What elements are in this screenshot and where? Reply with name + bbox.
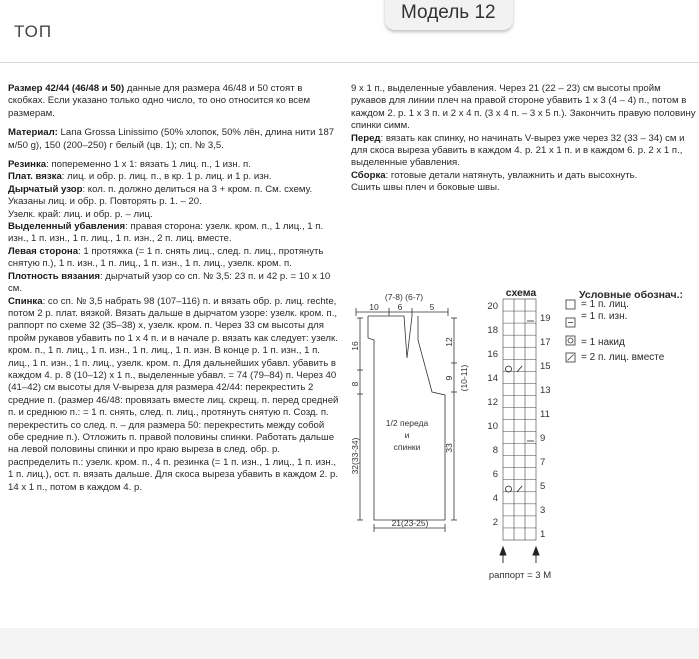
edge-paragraph: Узелк. край: лиц. и обр. р. – лиц.	[8, 208, 153, 220]
model-label: Модель 12	[401, 2, 496, 23]
chart-row-label: 14	[487, 373, 498, 384]
schematic-top-left: 10	[369, 302, 379, 312]
decrease-paragraph: Выделенный убавления: правая сторона: узелк. кром. п., 1 лиц., 1 п. изн., 1 п. изн., 1 п. лиц., 1 п. изн., 2 п. лиц. вместе.	[8, 221, 324, 245]
legend-yarnover-symbol	[566, 336, 575, 345]
seams-paragraph: Сшить швы плеч и боковые швы.	[351, 182, 500, 194]
schematic-dim-12: 12	[444, 337, 454, 347]
assembly-paragraph: Сборка: готовые детали натянуть, увлажнить и дать высохнуть.	[351, 169, 638, 181]
size-paragraph: Размер 42/44 (46/48 и 50) данные для размера 46/48 и 50 стоят в скобках. Если указано только одно число, то оно относится ко всем размерам.	[8, 83, 311, 119]
schematic-dim-32: 32(33-34)	[350, 437, 360, 475]
chart-row-label: 12	[487, 397, 498, 408]
chart-row-label: 3	[540, 505, 546, 516]
legend-yarnover-text: = 1 накид	[581, 337, 625, 348]
model-tab	[385, 0, 513, 30]
schematic-center-line2: и	[404, 430, 410, 440]
schematic-top-right: 5	[429, 302, 435, 312]
chart-row-label: 20	[487, 301, 498, 312]
chart-row-label: 1	[540, 529, 546, 540]
chart-row-label: 5	[540, 481, 546, 492]
chart-row-label: 6	[492, 469, 498, 480]
chart-row-label: 2	[492, 517, 498, 528]
schematic-top-mid: 6	[397, 302, 403, 312]
gauge-paragraph: Плотность вязания: дырчатый узор со сп. № 3,5: 23 п. и 42 р. = 10 x 10 см.	[8, 270, 331, 295]
legend-purl-text: = 1 п. изн.	[581, 311, 628, 322]
schematic-center-line1: 1/2 переда	[385, 418, 429, 428]
header-divider	[0, 62, 699, 63]
chart-row-label: 8	[492, 445, 498, 456]
material-paragraph: Материал: Lana Grossa Linissimo (50% хлопок, 50% лён, длина нити 187 м/50 g), 150 (200–250) г белый (цв. 1); сп. № 3,5.	[8, 127, 335, 151]
schematic-dim-8: 8	[350, 381, 360, 387]
schematic-dim-9: 9	[444, 375, 454, 381]
chart-row-label: 19	[540, 313, 551, 324]
legend-knit-text: = 1 п. лиц.	[581, 299, 629, 310]
back-paragraph: Спинка: со сп. № 3,5 набрать 98 (107–116) п. и вязать обр. р. лиц. rechte, потом 2 р. плат. вязкой. Вязать дальше в дырчатом узоре: узелк. кром. п., раппорт по схеме 32 (35–38) х, узелк. кром. п. Через 33 см высоты для пройм рукавов убавить по 1 х 4 п. и в начале р. вязать как следует: узелк. кром. п., 1 п. лиц., 1 п. изн., 1 п. лиц., 1 п. изн. В конце р. 1 п. изн., 1 п. лиц., 1 п. изн., 1 п. лиц., узелк. кром. п. Для дальнейших убавл. убавить в каждом 4. р. 8 (10–12) х 1 п., выделенные убавл. = 74 (79–84) п. Через 40 (41–42) см высоты для V-выреза для размера 42/44: перекрестить 2 средние п. (размер 46/48: провязать вместе лиц. скрещ. п. перед средней п. и среднюю п.: = 1 п. снять, след. п. лиц., протянуть снятую п. Созд. п. перекрестить со след. п. – для размера 50: перекрестить между собой обе средние п.). Отложить п. правой половины спинки. Работать дальше на левой половины спинки и про краю выреза в след. обр. р. распределить п.: узелк. кром. п., 4 п. резинка (= 1 п. изн., 1 лиц., 1 п. изн., 1 п. лиц.), ост. п. вязать дальше. Для скоса выреза убавить в каждом 2. р. 14 х 1 п., потом в каждом 4. р.	[8, 295, 339, 493]
legend-k2tog-text: = 2 п. лиц. вместе	[581, 352, 665, 363]
right-text-column	[351, 83, 696, 195]
knitting-chart	[480, 285, 560, 585]
left-text-column	[8, 83, 340, 494]
schematic-dim-9-sub: (10-11)	[459, 364, 469, 392]
pattern-schematic	[348, 288, 473, 538]
left-side-paragraph: Левая сторона: 1 протяжка (= 1 п. снять лиц., след. п. лиц., протянуть снятую п.), 1 п. изн., 1 п. лиц., 1 п. изн., 1 п. лиц., узелк. кром. п.	[8, 245, 324, 270]
rib-paragraph: Резинка: попеременно 1 х 1: вязать 1 лиц. п., 1 изн. п.	[8, 159, 251, 171]
schematic-dim-16: 16	[350, 341, 360, 351]
chart-row-label: 4	[492, 493, 498, 504]
footer-band	[0, 628, 699, 659]
chart-row-label: 13	[540, 385, 551, 396]
chart-row-label: 10	[487, 421, 498, 432]
schematic-dim-bottom: 21(23-25)	[391, 518, 429, 528]
chart-left-row-labels	[487, 301, 498, 528]
chart-row-label: 16	[487, 349, 498, 360]
chart-row-label: 11	[540, 409, 550, 420]
front-paragraph: Перед: вязать как спинку, но начинать V-вырез уже через 32 (33 – 34) см и для скоса выреза убавить в каждом 4. р. 21 х 1 п. и в каждом 6. р. 2 х 1 п., выделенные убавления.	[351, 132, 685, 169]
chart-repeat-label: раппорт = 3 М	[488, 570, 552, 581]
flat-paragraph: Плат. вязка: лиц. и обр. р. лиц. п., в кр. 1 р. лиц. и 1 р. изн.	[8, 171, 272, 183]
legend-title: Условные обознач.:	[579, 289, 684, 301]
schematic-center-line3: спинки	[393, 442, 421, 452]
chart-row-label: 9	[540, 433, 546, 444]
schematic-top-label: (7-8) (6-7)	[384, 292, 424, 302]
chart-right-row-labels	[540, 313, 551, 540]
page-title: ТОП	[14, 22, 53, 41]
chart-row-label: 7	[540, 457, 546, 468]
chart-row-label: 15	[540, 361, 551, 372]
chart-title: схема	[505, 287, 537, 299]
chart-row-label: 17	[540, 337, 551, 348]
lace-paragraph: Дырчатый узор: кол. п. должно делиться на 3 + кром. п. См. схему. Указаны лиц. и обр. р. Повторять р. 1. – 20.	[8, 183, 313, 208]
back-continued-paragraph: 9 х 1 п., выделенные убавления. Через 21 (22 – 23) см высоты пройм рукавов для линии плеч на правой стороне убавить 1 х 3 (4 – 4) п., потом в каждом 2. р. 1 х 3 п. и 2 х 4 п. (3 х 4 п. – 3 х 5 п.). Закончить правую половину спинки симм.	[351, 83, 696, 132]
legend-knit-symbol	[566, 300, 575, 309]
chart-row-label: 18	[487, 325, 498, 336]
schematic-dim-33: 33	[444, 443, 454, 453]
